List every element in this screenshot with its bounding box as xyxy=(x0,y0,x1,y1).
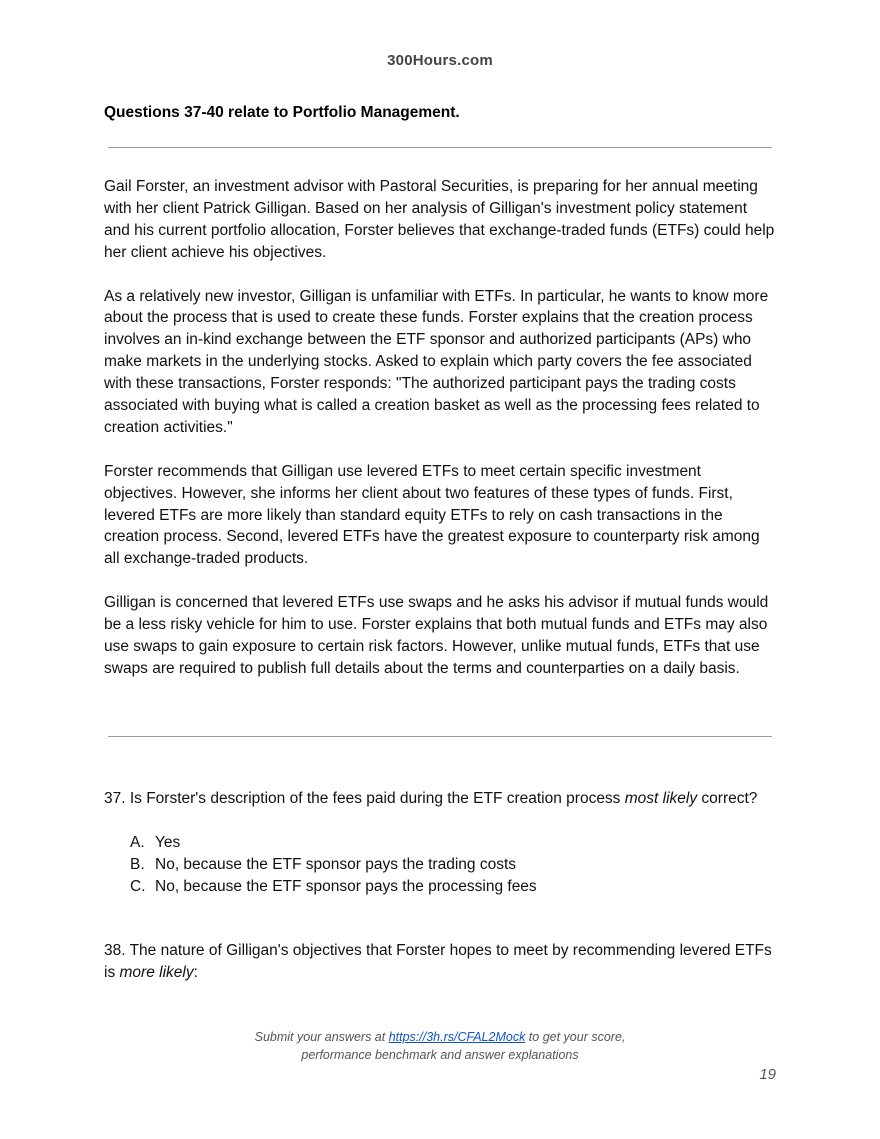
question-38 xyxy=(104,940,776,984)
option-letter: A. xyxy=(130,833,145,851)
option-letter: C. xyxy=(130,877,146,895)
option-text: No, because the ETF sponsor pays the trading costs xyxy=(155,855,516,873)
passage-paragraph-4: Gilligan is concerned that levered ETFs use swaps and he asks his advisor if mutual funds would be a less risky vehicle for him to use. Forster explains that both mutual funds and ETFs may also use swaps to gain exposure to certain risk factors. However, unlike mutual funds, ETFs that use swaps are required to publish full details about the terms and counterparties on a daily basis. xyxy=(104,594,769,677)
passage-paragraph-1: Gail Forster, an investment advisor with Pastoral Securities, is preparing for her annual meeting with her client Patrick Gilligan. Based on her analysis of Gilligan's investment policy statement and his current portfolio allocation, Forster believes that exchange-traded funds (ETFs) could help her client achieve his objectives. xyxy=(104,178,775,261)
answer-option-b[interactable] xyxy=(104,854,776,876)
passage-paragraph-2: As a relatively new investor, Gilligan is unfamiliar with ETFs. In particular, he wants to know more about the process that is used to create these funds. Forster explains that the creation process involves an in-kind exchange between the ETF sponsor and authorized participants (APs) who make markets in the underlying stocks. Asked to explain which party covers the fee associated with these transactions, Forster responds: "The authorized participant pays the trading costs associated with buying what is called a creation basket as well as the processing fees related to creation activities." xyxy=(104,287,769,436)
submit-answers-link[interactable]: https://3h.rs/CFAL2Mock xyxy=(388,1030,526,1044)
question-37-stem-end: correct? xyxy=(697,790,758,807)
page-footer xyxy=(0,1028,880,1064)
footer-prefix: Submit your answers at xyxy=(254,1030,389,1044)
question-37-stem xyxy=(104,788,776,810)
passage-paragraph-3: Forster recommends that Gilligan use levered ETFs to meet certain specific investment objectives. However, she informs her client about two features of these types of funds. First, levered ETFs are more likely than standard equity ETFs to rely on cash transactions in the creation process. Second, levered ETFs have the greatest exposure to counterparty risk among all exchange-traded products. xyxy=(104,462,760,568)
footer-line-2: performance benchmark and answer explanations xyxy=(301,1048,579,1062)
case-passage xyxy=(104,176,776,702)
option-text: No, because the ETF sponsor pays the processing fees xyxy=(155,877,537,895)
footer-line-1 xyxy=(0,1028,880,1046)
option-letter: B. xyxy=(130,855,145,873)
question-37 xyxy=(104,788,776,898)
question-38-stem-end: : xyxy=(193,963,198,981)
question-37-emphasis: most likely xyxy=(624,790,698,807)
bottom-divider xyxy=(108,736,772,737)
answer-option-a[interactable] xyxy=(104,832,776,854)
top-divider xyxy=(108,147,772,148)
site-header: 300Hours.com xyxy=(387,52,493,69)
question-38-emphasis: more likely xyxy=(119,963,194,981)
question-37-stem-text: 37. Is Forster's description of the fees paid during the ETF creation process xyxy=(104,790,625,807)
section-title: Questions 37-40 relate to Portfolio Management. xyxy=(104,104,460,121)
answer-option-c[interactable] xyxy=(104,876,776,898)
question-38-stem xyxy=(104,940,776,984)
page-number: 19 xyxy=(759,1066,776,1083)
option-text: Yes xyxy=(155,833,181,851)
footer-suffix: to get your score, xyxy=(525,1030,626,1044)
question-37-options xyxy=(104,832,776,898)
question-38-stem-text: 38. The nature of Gilligan's objectives that Forster hopes to meet by recommending levered ETFs is xyxy=(104,942,772,981)
